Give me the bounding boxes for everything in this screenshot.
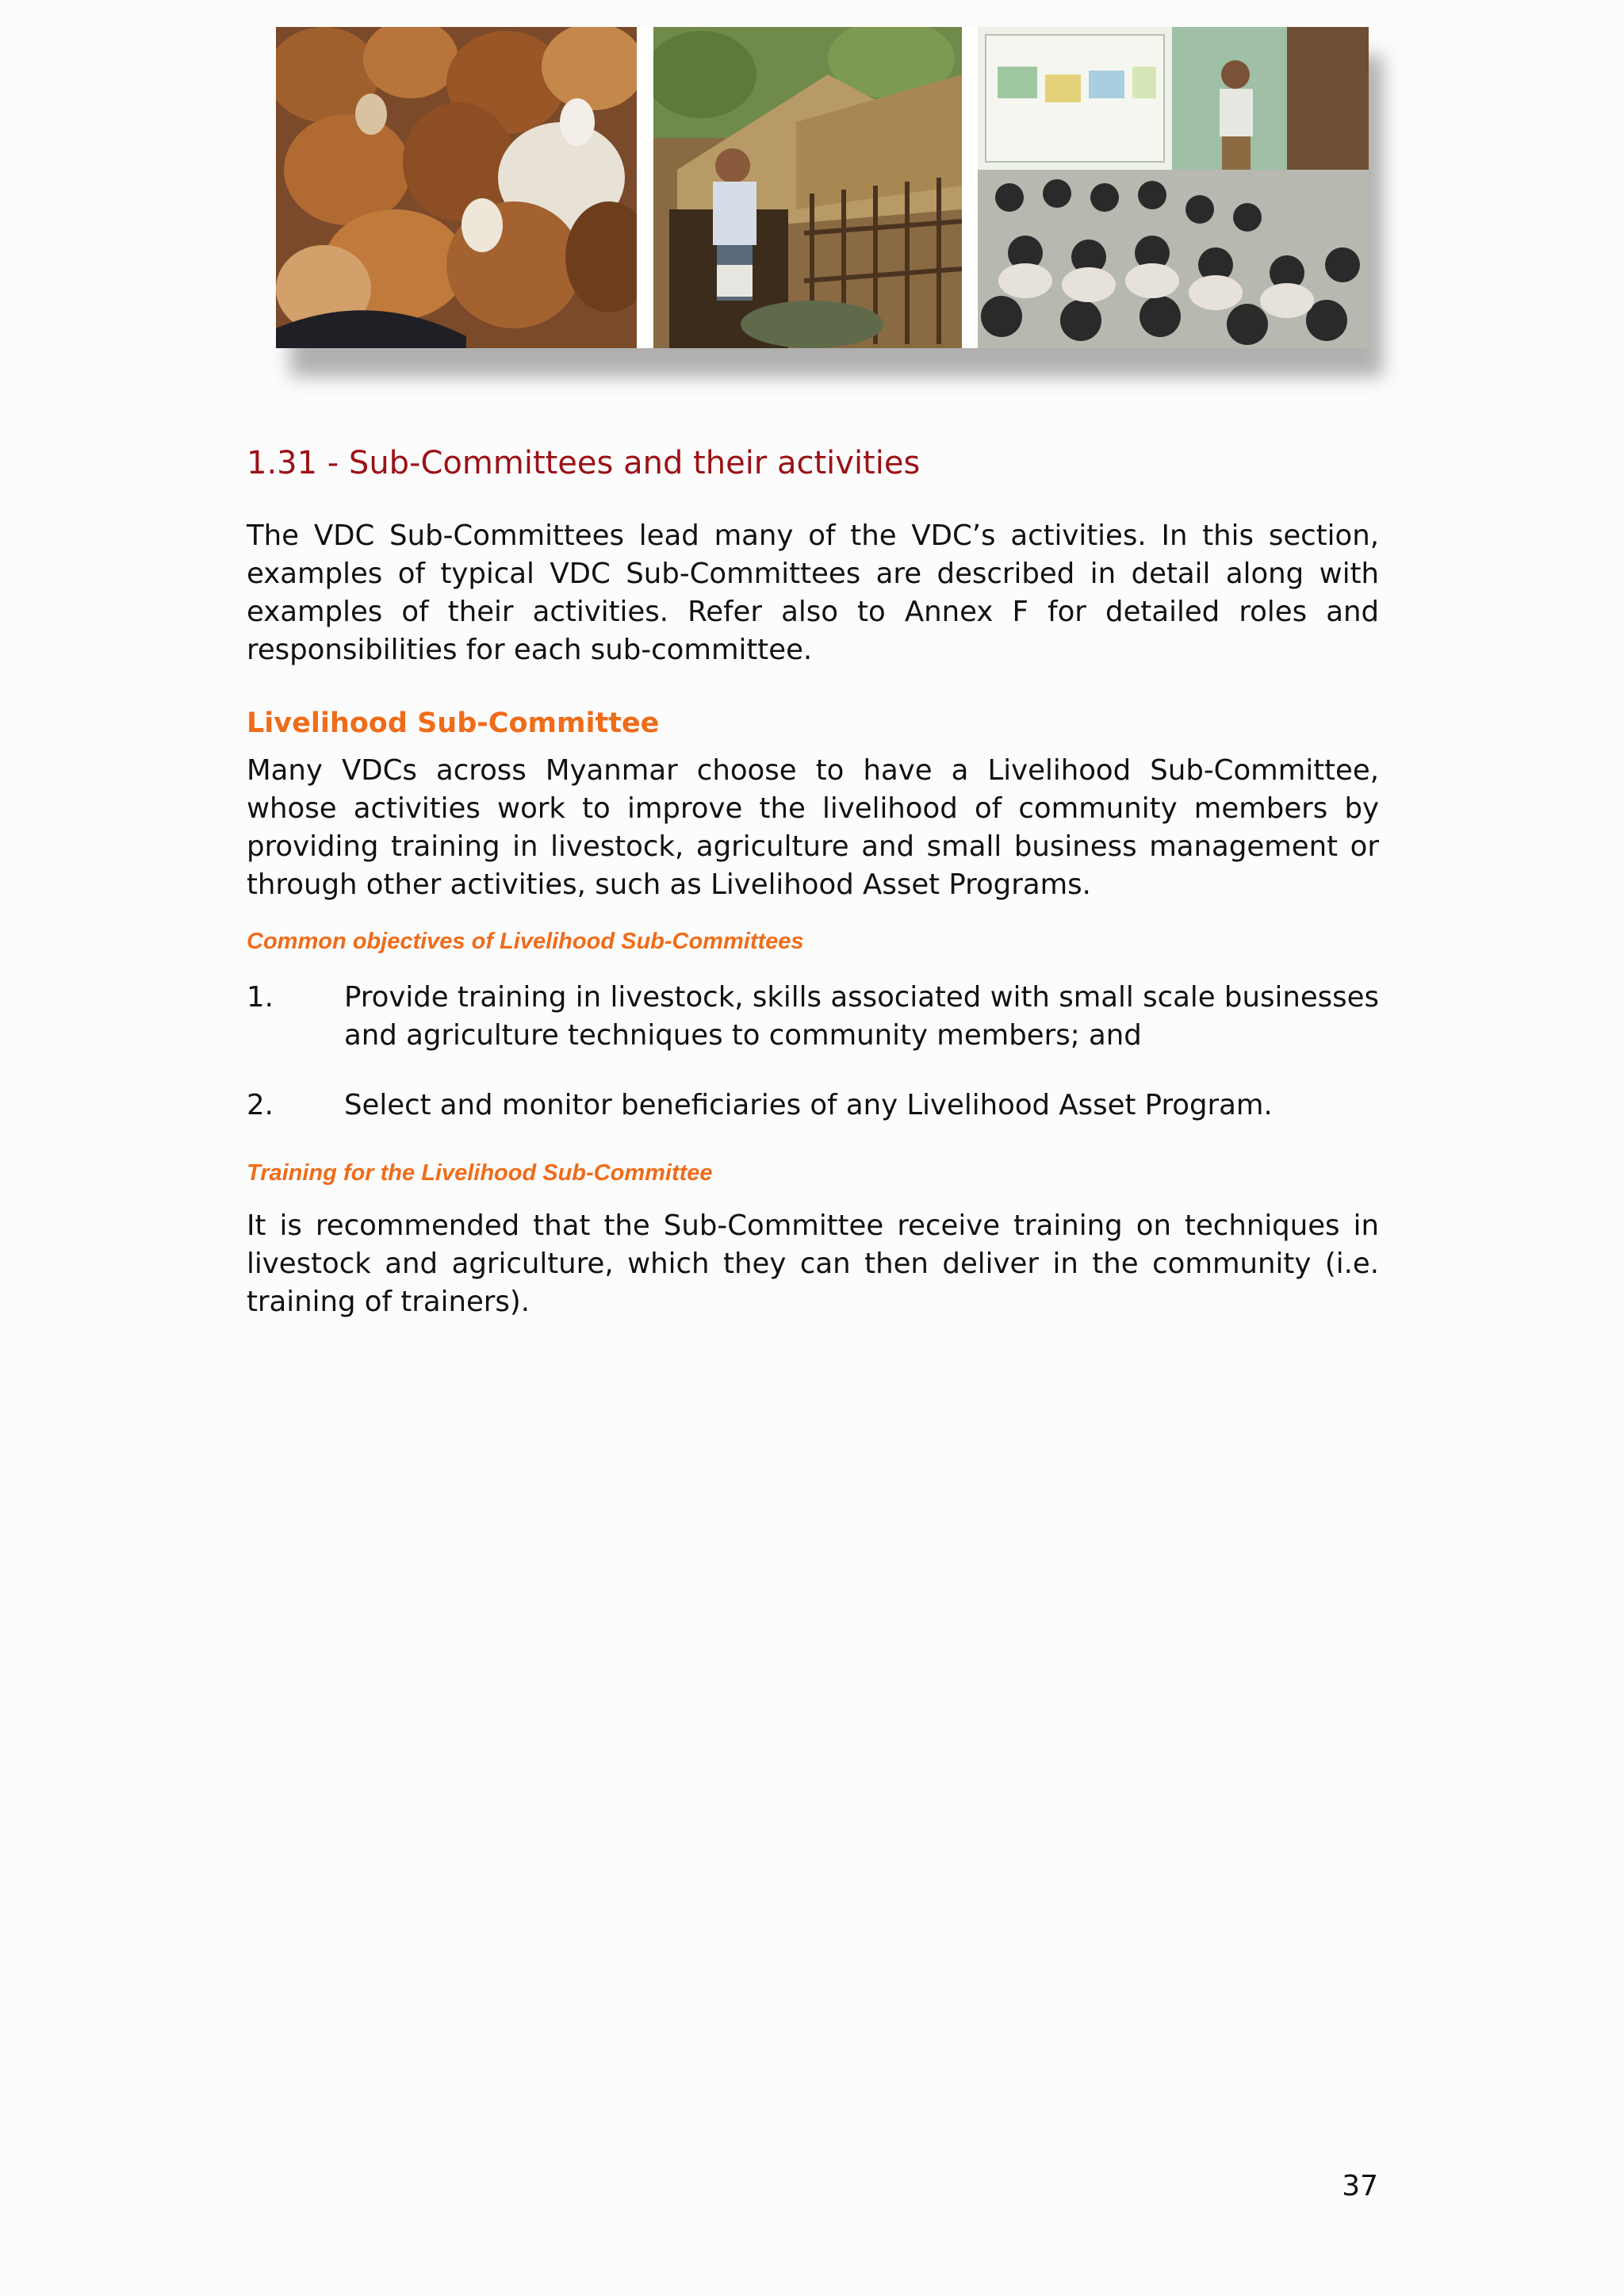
intro-paragraph: The VDC Sub-Committees lead many of the VDC’s activities. In this section, examples of typical VDC Sub-Committees are described in detail along with examples of their activities. Refer also to Annex F for detailed roles and responsibilities for each sub-committee. xyxy=(247,519,1379,666)
training-paragraph: It is recommended that the Sub-Committee receive training on techniques in livestock and agriculture, which they can then deliver in the community (i.e. training of trainers). xyxy=(247,1209,1379,1318)
list-item xyxy=(247,979,1379,1055)
photo-strip xyxy=(276,27,1369,348)
page-number: 37 xyxy=(1342,2170,1378,2202)
list-item xyxy=(247,1087,1379,1125)
farmer-photo xyxy=(653,27,962,348)
list-item-text: Select and monitor beneficiaries of any Livelihood Asset Program. xyxy=(344,1089,1273,1121)
objectives-heading: Common objectives of Livelihood Sub-Committees xyxy=(247,929,804,954)
objectives-list xyxy=(247,979,1379,1125)
main-content xyxy=(247,436,1379,1321)
livelihood-description: Many VDCs across Myanmar choose to have a Livelihood Sub-Committee, whose activities work to improve the livelihood of community members by providing training in livestock, agriculture and small business management or through other activities, such as Livelihood Asset Programs. xyxy=(247,754,1379,901)
list-item-text: Provide training in livestock, skills associated with small scale businesses and agriculture techniques to community members; and xyxy=(344,981,1379,1052)
training-heading: Training for the Livelihood Sub-Committee xyxy=(247,1160,713,1186)
classroom-photo xyxy=(978,27,1369,348)
livelihood-heading: Livelihood Sub-Committee xyxy=(247,707,660,739)
list-item-number: 2. xyxy=(247,1089,274,1121)
goats-photo xyxy=(276,27,637,348)
list-item-number: 1. xyxy=(247,981,274,1014)
section-heading: 1.31 - Sub-Committees and their activities xyxy=(247,445,921,481)
